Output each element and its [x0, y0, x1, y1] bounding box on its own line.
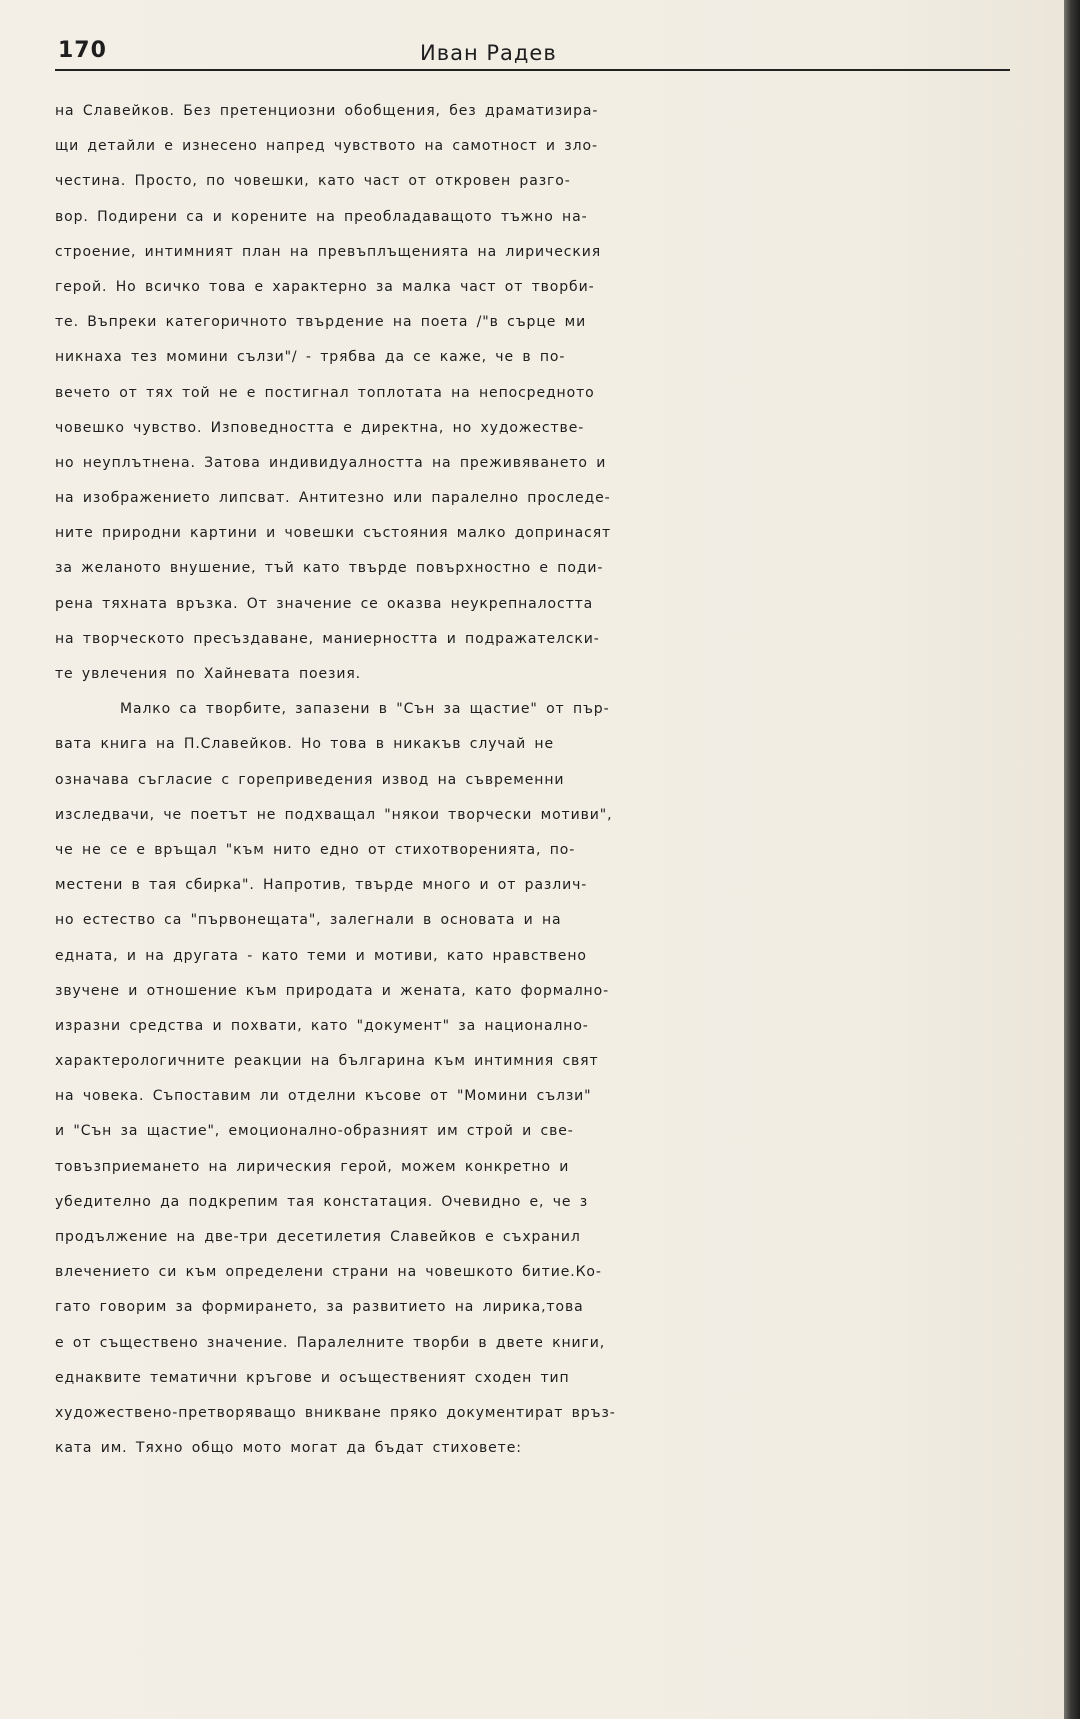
text-line: рена тяхната връзка. От значение се оказва неукрепналостта	[55, 595, 594, 612]
text-line: характерологичните реакции на българина към интимния свят	[55, 1053, 599, 1070]
text-line: продължение на две-три десетилетия Славейков е съхранил	[55, 1229, 581, 1245]
text-line: гато говорим за формирането, за развитието на лирика,това	[55, 1299, 584, 1316]
text-line: означава съгласие с гореприведения извод на съвременни	[55, 771, 565, 788]
text-line: художествено-претворяващо вникване пряко документират връз-	[55, 1404, 616, 1421]
page-number: 170	[58, 38, 107, 63]
page-header	[55, 38, 1007, 72]
text-line: но неуплътнена. Затова индивидуалността на преживяването и	[55, 454, 607, 471]
text-line: никнаха тез момини сълзи"/ - трябва да се каже, че в по-	[55, 349, 566, 366]
text-line: на изображението липсват. Антитезно или паралелно проследе-	[55, 490, 611, 507]
text-line: звучене и отношение към природата и жената, като формално-	[55, 982, 610, 999]
text-line: е от съществено значение. Паралелните творби в двете книги,	[55, 1334, 606, 1351]
text-line: изразни средства и похвати, като "документ" за национално-	[55, 1017, 589, 1034]
text-line: местени в тая сбирка". Напротив, твърде много и от различ-	[55, 877, 588, 894]
book-spine-edge	[1064, 0, 1080, 1719]
text-line: еднаквите тематични кръгове и осъщественият сходен тип	[55, 1369, 570, 1386]
text-line: строение, интимният план на превъплъщенията на лирическия	[55, 243, 602, 260]
text-line: но естество са "първонещата", залегнали в основата и на	[55, 912, 562, 929]
text-line: че не се е връщал "към нито едно от стихотворенията, по-	[55, 841, 576, 858]
text-line: ката им. Тяхно общо мото могат да бъдат стиховете:	[55, 1440, 522, 1457]
paragraph	[55, 94, 1020, 692]
text-line: щи детайли е изнесено напред чувството на самотност и зло-	[55, 138, 598, 155]
text-line: едната, и на другата - като теми и мотиви, като нравствено	[55, 947, 587, 964]
running-head: Иван Радев	[420, 41, 557, 65]
text-line: Малко са творбите, запазени в "Сън за щастие" от пър-	[120, 701, 610, 718]
text-line: вор. Подирени са и корените на преобладаващото тъжно на-	[55, 208, 588, 225]
text-line: на човека. Съпоставим ли отделни късове от "Момини сълзи"	[55, 1088, 592, 1105]
text-line: те. Въпреки категоричното твърдение на поета /"в сърце ми	[55, 314, 587, 331]
text-line: честина. Просто, по човешки, като част от откровен разго-	[55, 173, 571, 190]
header-rule	[55, 69, 1010, 71]
body-text	[55, 94, 1020, 1466]
paragraph	[55, 692, 1020, 1466]
text-line: товъзприемането на лирическия герой, можем конкретно и	[55, 1158, 570, 1175]
text-line: изследвачи, че поетът не подхващал "някои творчески мотиви",	[55, 806, 613, 823]
text-line: за желаното внушение, тъй като твърде повърхностно е поди-	[55, 560, 604, 577]
text-line: те увлечения по Хайневата поезия.	[55, 666, 361, 682]
text-line: убедително да подкрепим тая констатация. Очевидно е, че з	[55, 1193, 589, 1210]
text-line: вечето от тях той не е постигнал топлотата на непосредното	[55, 384, 595, 401]
text-line: човешко чувство. Изповедността е директна, но художестве-	[55, 419, 585, 436]
text-line: вата книга на П.Славейков. Но това в никакъв случай не	[55, 736, 554, 753]
text-line: герой. Но всичко това е характерно за малка част от творби-	[55, 278, 595, 295]
text-line: на Славейков. Без претенциозни обобщения, без драматизира-	[55, 103, 599, 119]
text-line: на творческото пресъздаване, маниерността и подражателски-	[55, 630, 600, 647]
text-line: ните природни картини и човешки състояния малко допринасят	[55, 525, 612, 542]
text-line: влечението си към определени страни на човешкото битие.Ко-	[55, 1264, 602, 1281]
text-line: и "Сън за щастие", емоционално-образният им строй и све-	[55, 1123, 574, 1140]
